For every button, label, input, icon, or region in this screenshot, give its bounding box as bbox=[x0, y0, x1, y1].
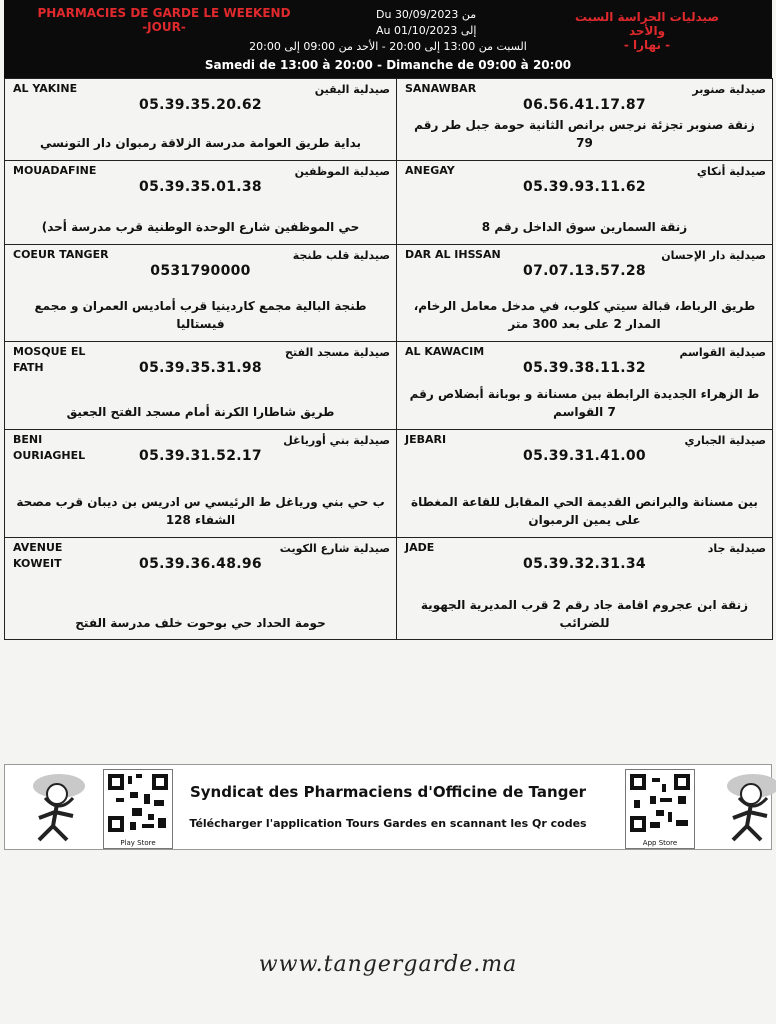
pharmacy-phone: 05.39.35.01.38 bbox=[139, 179, 262, 195]
hours-ar: السبت من 13:00 إلى 20:00 - الأحد من 09:00 إلى 20:00 bbox=[249, 40, 527, 53]
title-ar-main: صيدليات الحراسة السبت والأحد bbox=[574, 10, 720, 38]
pharmacy-address: حومة الحداد حي بوحوت خلف مدرسة الفتح bbox=[75, 616, 326, 630]
pharmacy-name-ar: صيدلية دار الإحسان bbox=[661, 249, 766, 262]
footer-banner bbox=[4, 764, 772, 850]
pharmacy-phone: 05.39.36.48.96 bbox=[139, 556, 262, 572]
pharmacy-cell bbox=[5, 537, 397, 640]
pharmacy-address: زنقة صنوبر تجزئة نرجس برانص الثانية حومة جبل طر رقم 79 bbox=[414, 118, 755, 150]
pharmacy-address: بين مسنانة والبرانص القديمة الحي المقابل للقاعة المغطاة على يمين الرمبوان bbox=[411, 495, 758, 527]
pharmacy-address: ط الزهراء الجديدة الرابطة بين مسنانة و بوبانة أبضلاص رقم 7 القواسم bbox=[409, 387, 760, 419]
pharmacy-name-fr: AVENUE KOWEIT bbox=[13, 541, 63, 570]
pharmacy-cell bbox=[5, 341, 397, 429]
title-fr bbox=[34, 6, 294, 34]
pharmacy-cell bbox=[397, 244, 773, 341]
pharmacy-phone: 05.39.31.41.00 bbox=[523, 448, 646, 464]
pharmacy-name-ar: صيدلية القواسم bbox=[679, 346, 766, 359]
mascot-right-icon bbox=[713, 768, 776, 846]
pharmacy-phone: 05.39.35.31.98 bbox=[139, 360, 262, 376]
pharmacy-name-ar: صيدلية مسجد الفتح bbox=[285, 346, 390, 359]
pharmacy-cell bbox=[397, 78, 773, 160]
pharmacy-table bbox=[4, 78, 772, 640]
pharmacy-phone: 0531790000 bbox=[150, 263, 251, 279]
pharmacy-name-ar: صيدلية اليقين bbox=[314, 83, 390, 96]
pharmacy-name-ar: صيدلية الجباري bbox=[684, 434, 766, 447]
pharmacy-address: طريق شاطارا الكرنة أمام مسجد الفتح الجعيق bbox=[66, 405, 335, 419]
pharmacy-name-ar: صيدلية قلب طنجة bbox=[292, 249, 390, 262]
pharmacy-address: حي الموظفين شارع الوحدة الوطنية قرب مدرسة أحد) bbox=[41, 220, 360, 234]
qr-code-icon bbox=[626, 770, 694, 836]
pharmacy-name-ar: صيدلية أنكاي bbox=[696, 165, 766, 178]
hours-fr: Samedi de 13:00 à 20:00 - Dimanche de 09:00 à 20:00 bbox=[204, 58, 572, 72]
header-banner bbox=[4, 0, 772, 78]
pharmacy-address: ب حي بني ورياغل ط الرئيسي س ادريس بن ديبان قرب مصحة الشفاء 128 bbox=[16, 495, 385, 527]
pharmacy-name-fr: COEUR TANGER bbox=[13, 248, 109, 261]
pharmacy-name-fr: AL YAKINE bbox=[13, 82, 78, 95]
pharmacy-cell bbox=[397, 341, 773, 429]
pharmacy-name-fr: BENI OURIAGHEL bbox=[13, 433, 86, 462]
qr-code-icon bbox=[104, 770, 172, 836]
pharmacy-address: بداية طريق العوامة مدرسة الزلاقة رمبوان دار التونسي bbox=[39, 136, 362, 150]
pharmacy-name-ar: صيدلية الموظفين bbox=[294, 165, 390, 178]
pharmacy-cell bbox=[5, 429, 397, 537]
date-from: Du 30/09/2023 من bbox=[376, 8, 477, 21]
pharmacy-name-ar: صيدلية جاد bbox=[707, 542, 766, 555]
title-ar-sub: - نهارا - bbox=[623, 38, 671, 52]
app-store-label: App Store bbox=[642, 839, 678, 847]
qr-app-store[interactable] bbox=[625, 769, 695, 849]
pharmacy-name-fr: JADE bbox=[405, 541, 435, 554]
pharmacy-name-fr: DAR AL IHSSAN bbox=[405, 248, 501, 261]
pharmacy-address: طنجة البالية مجمع كاردينيا قرب أماديس العمران و مجمع فيستاليا bbox=[34, 299, 367, 331]
pharmacy-cell bbox=[5, 244, 397, 341]
pharmacy-name-fr: SANAWBAR bbox=[405, 82, 477, 95]
play-store-label: Play Store bbox=[120, 839, 156, 847]
qr-play-store[interactable] bbox=[103, 769, 173, 849]
pharmacy-name-ar: صيدلية شارع الكويت bbox=[279, 542, 390, 555]
pharmacy-address: طريق الرباط، قبالة سيتي كلوب، في مدخل معامل الرخام، المدار 2 على بعد 300 متر bbox=[413, 299, 756, 331]
pharmacy-name-ar: صيدلية صنوبر bbox=[692, 83, 766, 96]
pharmacy-name-fr: AL KAWACIM bbox=[405, 345, 485, 358]
pharmacy-cell bbox=[397, 429, 773, 537]
footer-title: Syndicat des Pharmaciens d'Officine de Tanger bbox=[189, 783, 587, 801]
pharmacy-phone: 05.39.31.52.17 bbox=[139, 448, 262, 464]
pharmacy-name-fr: MOSQUE EL FATH bbox=[13, 345, 86, 374]
title-fr-sub: -JOUR- bbox=[142, 20, 186, 34]
title-fr-main: PHARMACIES DE GARDE LE WEEKEND bbox=[37, 6, 291, 20]
pharmacy-address: زنقة السمارين سوق الداخل رقم 8 bbox=[481, 220, 688, 234]
pharmacy-name-ar: صيدلية بني أورياغل bbox=[283, 434, 390, 447]
mascot-left-icon bbox=[19, 768, 99, 846]
pharmacy-phone: 06.56.41.17.87 bbox=[523, 97, 646, 113]
pharmacy-cell bbox=[5, 78, 397, 160]
pharmacy-cell bbox=[5, 160, 397, 244]
website-signature: www.tangergarde.ma bbox=[258, 952, 518, 977]
pharmacy-phone: 05.39.32.31.34 bbox=[523, 556, 646, 572]
pharmacy-phone: 05.39.38.11.32 bbox=[523, 360, 646, 376]
date-to: Au 01/10/2023 إلى bbox=[376, 24, 477, 37]
pharmacy-phone: 07.07.13.57.28 bbox=[523, 263, 646, 279]
pharmacy-cell bbox=[397, 537, 773, 640]
pharmacy-name-fr: MOUADAFINE bbox=[13, 164, 97, 177]
pharmacy-name-fr: JEBARI bbox=[405, 433, 447, 446]
pharmacy-phone: 05.39.35.20.62 bbox=[139, 97, 262, 113]
pharmacy-phone: 05.39.93.11.62 bbox=[523, 179, 646, 195]
footer-subtitle: Télécharger l'application Tours Gardes en scannant les Qr codes bbox=[189, 817, 587, 830]
pharmacy-name-fr: ANEGAY bbox=[405, 164, 455, 177]
pharmacy-cell bbox=[397, 160, 773, 244]
pharmacy-address: زنقة ابن عجروم اقامة جاد رقم 2 قرب المديرية الجهوية للضرائب bbox=[420, 598, 749, 630]
